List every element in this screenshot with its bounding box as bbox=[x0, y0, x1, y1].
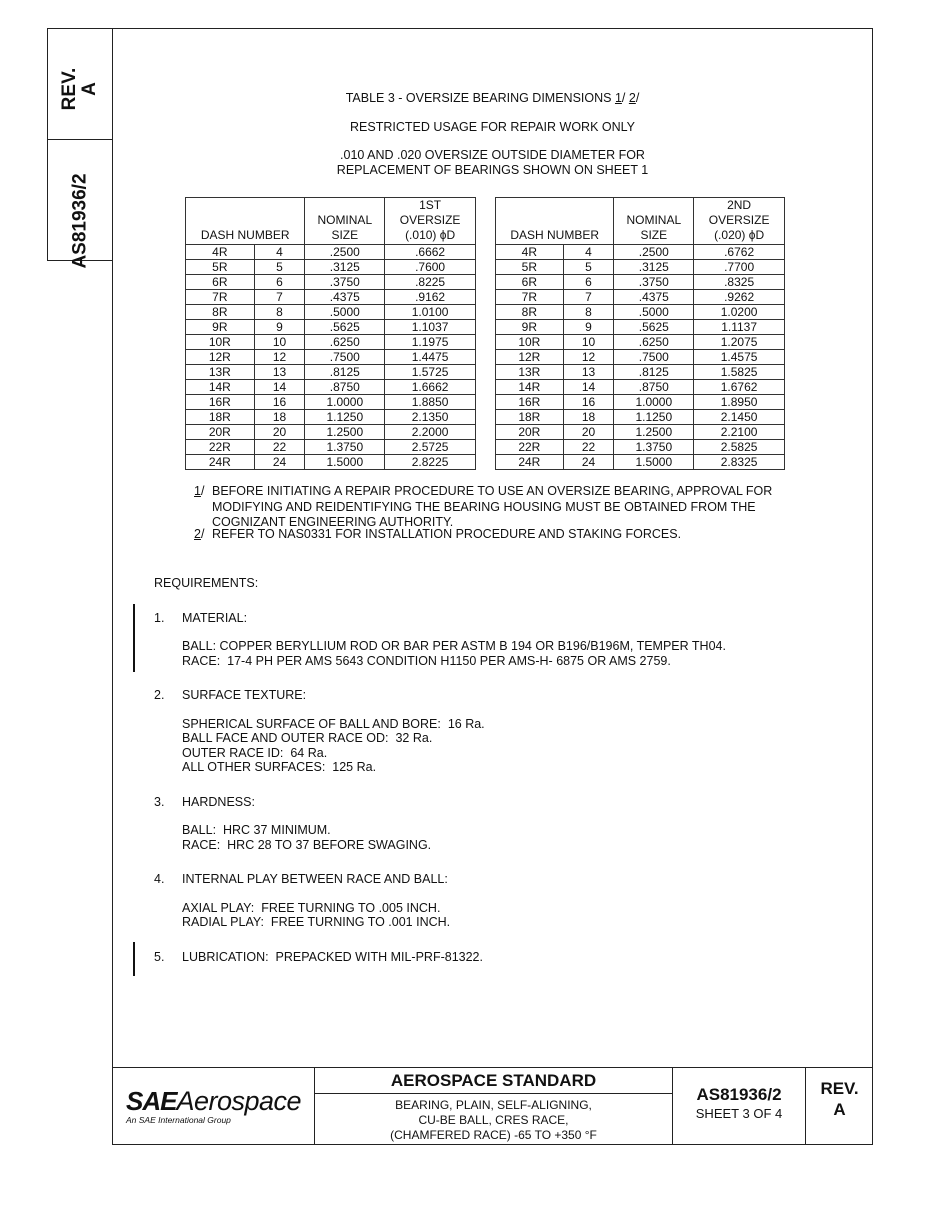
req-1-number: 1. bbox=[154, 611, 165, 625]
dash-suffix-cell: 13 bbox=[563, 365, 614, 380]
dash-suffix-cell: 12 bbox=[563, 350, 614, 365]
nominal-size-cell: .5000 bbox=[305, 305, 385, 320]
revision-bar bbox=[133, 942, 135, 976]
nominal-size-cell: 1.3750 bbox=[305, 440, 385, 455]
dash-suffix-cell: 16 bbox=[254, 395, 305, 410]
table-row bbox=[186, 350, 476, 365]
table-row bbox=[186, 320, 476, 335]
dash-number-cell: 16R bbox=[496, 395, 564, 410]
dash-suffix-cell: 22 bbox=[563, 440, 614, 455]
table-row bbox=[496, 290, 785, 305]
nominal-size-cell: .8125 bbox=[614, 365, 694, 380]
req-1-line: BALL: COPPER BERYLLIUM ROD OR BAR PER ASTM B 194 OR B196/B196M, TEMPER TH04. bbox=[182, 639, 726, 653]
dash-suffix-cell: 24 bbox=[563, 455, 614, 470]
req-4-number: 4. bbox=[154, 872, 165, 886]
dash-number-cell: 14R bbox=[186, 380, 255, 395]
oversize-diameter-cell: 2.8325 bbox=[694, 455, 785, 470]
nominal-size-cell: .5000 bbox=[614, 305, 694, 320]
dash-suffix-cell: 16 bbox=[563, 395, 614, 410]
table-header-row bbox=[186, 198, 476, 245]
revision-bar bbox=[133, 604, 135, 672]
note-2-number: 2 bbox=[194, 527, 201, 541]
dash-suffix-cell: 20 bbox=[254, 425, 305, 440]
dash-suffix-cell: 7 bbox=[254, 290, 305, 305]
req-2-number: 2. bbox=[154, 688, 165, 702]
sheet-number: SHEET 3 OF 4 bbox=[695, 1106, 783, 1121]
oversize-diameter-cell: .9262 bbox=[694, 290, 785, 305]
nominal-size-cell: .8750 bbox=[614, 380, 694, 395]
sidebar-rev-value: A bbox=[79, 82, 100, 96]
table-header-row bbox=[496, 198, 785, 245]
dash-suffix-cell: 20 bbox=[563, 425, 614, 440]
dash-suffix-cell: 18 bbox=[254, 410, 305, 425]
dash-number-cell: 22R bbox=[496, 440, 564, 455]
note-2-line: REFER TO NAS0331 FOR INSTALLATION PROCEDURE AND STAKING FORCES. bbox=[212, 527, 682, 541]
revision bbox=[806, 1078, 873, 1120]
requirements-heading: REQUIREMENTS: bbox=[154, 576, 259, 590]
oversize-diameter-cell: 2.1350 bbox=[385, 410, 476, 425]
table-row bbox=[186, 425, 476, 440]
table-row bbox=[496, 350, 785, 365]
dash-number-cell: 5R bbox=[186, 260, 255, 275]
dash-number-cell: 9R bbox=[496, 320, 564, 335]
oversize-diameter-cell: 1.0100 bbox=[385, 305, 476, 320]
sae-aerospace-logo bbox=[126, 1086, 301, 1125]
footnote-ref-1: 1 bbox=[614, 91, 622, 105]
nominal-size-cell: .7500 bbox=[305, 350, 385, 365]
dash-number-cell: 20R bbox=[186, 425, 255, 440]
table-row bbox=[496, 425, 785, 440]
description-line: CU-BE BALL, CRES RACE, bbox=[418, 1113, 569, 1127]
title-block bbox=[112, 1067, 873, 1145]
dash-suffix-cell: 7 bbox=[563, 290, 614, 305]
header-dash-number: DASH NUMBER bbox=[186, 198, 305, 245]
dash-number-cell: 8R bbox=[496, 305, 564, 320]
oversize-diameter-cell: .8225 bbox=[385, 275, 476, 290]
sidebar-divider bbox=[48, 139, 112, 140]
table-row bbox=[496, 365, 785, 380]
table-title-text: TABLE 3 - OVERSIZE BEARING DIMENSIONS bbox=[345, 91, 615, 105]
footnote-ref-2: 2 bbox=[628, 91, 636, 105]
oversize-diameter-cell: .6662 bbox=[385, 245, 476, 260]
req-1-title: MATERIAL: bbox=[182, 611, 248, 625]
oversize-diameter-cell: 1.1037 bbox=[385, 320, 476, 335]
dash-suffix-cell: 14 bbox=[254, 380, 305, 395]
table-row bbox=[186, 410, 476, 425]
table-row bbox=[186, 290, 476, 305]
oversize-line-1: .010 AND .020 OVERSIZE OUTSIDE DIAMETER FOR bbox=[340, 148, 645, 162]
dash-number-cell: 18R bbox=[186, 410, 255, 425]
first-oversize-table bbox=[185, 197, 476, 470]
dash-suffix-cell: 24 bbox=[254, 455, 305, 470]
nominal-size-cell: .6250 bbox=[614, 335, 694, 350]
oversize-diameter-cell: 1.4475 bbox=[385, 350, 476, 365]
oversize-diameter-cell: .7600 bbox=[385, 260, 476, 275]
document-number: AS81936/2 bbox=[696, 1085, 782, 1104]
req-2-line: SPHERICAL SURFACE OF BALL AND BORE: 16 Ra. bbox=[182, 717, 485, 731]
req-3-line: RACE: HRC 28 TO 37 BEFORE SWAGING. bbox=[182, 838, 432, 852]
oversize-diameter-cell: 1.6762 bbox=[694, 380, 785, 395]
oversize-diameter-cell: 1.0200 bbox=[694, 305, 785, 320]
revision-label: REV. bbox=[820, 1079, 859, 1098]
table-row bbox=[496, 245, 785, 260]
dash-number-cell: 7R bbox=[496, 290, 564, 305]
table-row bbox=[496, 410, 785, 425]
oversize-line-2: REPLACEMENT OF BEARINGS SHOWN ON SHEET 1 bbox=[336, 163, 649, 177]
note-2: 2/ REFER TO NAS0331 FOR INSTALLATION PROCEDURE AND STAKING FORCES. bbox=[194, 527, 814, 543]
dash-suffix-cell: 4 bbox=[254, 245, 305, 260]
second-oversize-table bbox=[495, 197, 785, 470]
restriction-line: RESTRICTED USAGE FOR REPAIR WORK ONLY bbox=[350, 120, 635, 134]
nominal-size-cell: .7500 bbox=[614, 350, 694, 365]
dash-number-cell: 13R bbox=[186, 365, 255, 380]
dash-number-cell: 10R bbox=[186, 335, 255, 350]
oversize-diameter-cell: .9162 bbox=[385, 290, 476, 305]
dash-suffix-cell: 8 bbox=[563, 305, 614, 320]
dash-number-cell: 7R bbox=[186, 290, 255, 305]
dash-number-cell: 5R bbox=[496, 260, 564, 275]
table-row bbox=[186, 245, 476, 260]
logo-subtitle: An SAE International Group bbox=[126, 1115, 231, 1125]
oversize-diameter-cell: 1.5825 bbox=[694, 365, 785, 380]
sidebar-block bbox=[47, 28, 113, 269]
req-3-number: 3. bbox=[154, 795, 165, 809]
req-5-title: LUBRICATION: PREPACKED WITH MIL-PRF-81322. bbox=[182, 950, 483, 964]
oversize-diameter-cell: 2.5825 bbox=[694, 440, 785, 455]
logo-sae-text: SAE bbox=[126, 1086, 177, 1116]
nominal-size-cell: 1.2500 bbox=[305, 425, 385, 440]
sidebar-revision bbox=[60, 59, 100, 119]
revision-cell bbox=[806, 1068, 873, 1145]
dash-number-cell: 4R bbox=[496, 245, 564, 260]
note-1: 1/ BEFORE INITIATING A REPAIR PROCEDURE TO USE AN OVERSIZE BEARING, APPROVAL FOR MODIFYING AND REIDENTIFYING THE BEARING HOUSING MUST BE OBTAINED FROM THE COGNIZANT ENGINEERING AUTHORITY. bbox=[194, 484, 814, 532]
oversize-diameter-cell: 2.1450 bbox=[694, 410, 785, 425]
nominal-size-cell: 1.2500 bbox=[614, 425, 694, 440]
oversize-diameter-cell: 2.2000 bbox=[385, 425, 476, 440]
header-second-oversize: 2ND OVERSIZE (.020) ϕD bbox=[694, 198, 785, 245]
oversize-diameter-cell: 1.5725 bbox=[385, 365, 476, 380]
table-row bbox=[496, 260, 785, 275]
oversize-diameter-cell: 1.1975 bbox=[385, 335, 476, 350]
table-row bbox=[186, 335, 476, 350]
table-row bbox=[496, 395, 785, 410]
sidebar-doc-number: AS81936/2 bbox=[69, 173, 91, 269]
note-1-line: COGNIZANT ENGINEERING AUTHORITY. bbox=[212, 515, 454, 529]
oversize-diameter-cell: 2.5725 bbox=[385, 440, 476, 455]
nominal-size-cell: 1.0000 bbox=[614, 395, 694, 410]
dash-suffix-cell: 4 bbox=[563, 245, 614, 260]
dash-number-cell: 4R bbox=[186, 245, 255, 260]
req-4-line: AXIAL PLAY: FREE TURNING TO .005 INCH. bbox=[182, 901, 441, 915]
revision-value: A bbox=[833, 1100, 846, 1119]
oversize-diameter-cell: 1.2075 bbox=[694, 335, 785, 350]
standard-description bbox=[315, 1098, 672, 1143]
nominal-size-cell: .5625 bbox=[614, 320, 694, 335]
nominal-size-cell: 1.5000 bbox=[305, 455, 385, 470]
header-first-oversize: 1ST OVERSIZE (.010) ϕD bbox=[385, 198, 476, 245]
oversize-diameter-cell: 1.8850 bbox=[385, 395, 476, 410]
oversize-diameter-cell: 1.4575 bbox=[694, 350, 785, 365]
nominal-size-cell: .8125 bbox=[305, 365, 385, 380]
table-title: TABLE 3 - OVERSIZE BEARING DIMENSIONS 1/ 2/ bbox=[345, 91, 640, 105]
oversize-diameter-cell: 2.8225 bbox=[385, 455, 476, 470]
logo-aerospace-text: Aerospace bbox=[176, 1086, 302, 1116]
dash-suffix-cell: 8 bbox=[254, 305, 305, 320]
table-row bbox=[186, 455, 476, 470]
dash-suffix-cell: 18 bbox=[563, 410, 614, 425]
dash-number-cell: 12R bbox=[496, 350, 564, 365]
document-number-cell bbox=[673, 1068, 806, 1145]
nominal-size-cell: 1.5000 bbox=[614, 455, 694, 470]
req-3-title: HARDNESS: bbox=[182, 795, 255, 809]
nominal-size-cell: 1.1250 bbox=[305, 410, 385, 425]
dash-suffix-cell: 5 bbox=[563, 260, 614, 275]
dash-suffix-cell: 22 bbox=[254, 440, 305, 455]
oversize-diameter-cell: .7700 bbox=[694, 260, 785, 275]
dash-suffix-cell: 6 bbox=[254, 275, 305, 290]
standard-cell bbox=[315, 1068, 673, 1145]
req-2-line: OUTER RACE ID: 64 Ra. bbox=[182, 746, 328, 760]
logo-cell bbox=[112, 1068, 315, 1145]
nominal-size-cell: .3125 bbox=[614, 260, 694, 275]
header-nominal-size: NOMINAL SIZE bbox=[614, 198, 694, 245]
dash-number-cell: 18R bbox=[496, 410, 564, 425]
oversize-diameter-cell: 2.2100 bbox=[694, 425, 785, 440]
header-dash-number: DASH NUMBER bbox=[496, 198, 614, 245]
oversize-diameter-cell: 1.6662 bbox=[385, 380, 476, 395]
nominal-size-cell: 1.1250 bbox=[614, 410, 694, 425]
table-row bbox=[496, 305, 785, 320]
dash-suffix-cell: 10 bbox=[254, 335, 305, 350]
table-row bbox=[186, 440, 476, 455]
nominal-size-cell: .6250 bbox=[305, 335, 385, 350]
oversize-diameter-cell: 1.1137 bbox=[694, 320, 785, 335]
nominal-size-cell: 1.3750 bbox=[614, 440, 694, 455]
dash-number-cell: 6R bbox=[496, 275, 564, 290]
note-1-line: BEFORE INITIATING A REPAIR PROCEDURE TO USE AN OVERSIZE BEARING, APPROVAL FOR bbox=[212, 484, 773, 498]
dash-suffix-cell: 6 bbox=[563, 275, 614, 290]
sidebar-rev-label: REV. bbox=[59, 67, 80, 111]
dash-suffix-cell: 10 bbox=[563, 335, 614, 350]
req-1-line: RACE: 17-4 PH PER AMS 5643 CONDITION H1150 PER AMS-H- 6875 OR AMS 2759. bbox=[182, 654, 671, 668]
req-5-number: 5. bbox=[154, 950, 165, 964]
table-row bbox=[186, 380, 476, 395]
table-row bbox=[496, 320, 785, 335]
req-3-line: BALL: HRC 37 MINIMUM. bbox=[182, 823, 331, 837]
oversize-diameter-cell: .6762 bbox=[694, 245, 785, 260]
req-2-line: BALL FACE AND OUTER RACE OD: 32 Ra. bbox=[182, 731, 433, 745]
dash-number-cell: 12R bbox=[186, 350, 255, 365]
nominal-size-cell: .4375 bbox=[614, 290, 694, 305]
dash-suffix-cell: 5 bbox=[254, 260, 305, 275]
dash-number-cell: 20R bbox=[496, 425, 564, 440]
dash-number-cell: 8R bbox=[186, 305, 255, 320]
dash-number-cell: 22R bbox=[186, 440, 255, 455]
dash-number-cell: 6R bbox=[186, 275, 255, 290]
nominal-size-cell: .2500 bbox=[614, 245, 694, 260]
table-row bbox=[496, 275, 785, 290]
table-row bbox=[186, 305, 476, 320]
dash-suffix-cell: 14 bbox=[563, 380, 614, 395]
nominal-size-cell: .2500 bbox=[305, 245, 385, 260]
note-1-line: MODIFYING AND REIDENTIFYING THE BEARING HOUSING MUST BE OBTAINED FROM THE bbox=[212, 499, 756, 514]
dash-number-cell: 10R bbox=[496, 335, 564, 350]
table-row bbox=[186, 395, 476, 410]
dash-number-cell: 24R bbox=[496, 455, 564, 470]
description-line: BEARING, PLAIN, SELF-ALIGNING, bbox=[395, 1098, 592, 1112]
table-row bbox=[186, 260, 476, 275]
table-row bbox=[496, 455, 785, 470]
nominal-size-cell: .3125 bbox=[305, 260, 385, 275]
req-4-title: INTERNAL PLAY BETWEEN RACE AND BALL: bbox=[182, 872, 448, 886]
nominal-size-cell: .3750 bbox=[305, 275, 385, 290]
nominal-size-cell: .5625 bbox=[305, 320, 385, 335]
oversize-diameter-cell: .8325 bbox=[694, 275, 785, 290]
dash-number-cell: 24R bbox=[186, 455, 255, 470]
dash-suffix-cell: 9 bbox=[254, 320, 305, 335]
dash-suffix-cell: 12 bbox=[254, 350, 305, 365]
nominal-size-cell: 1.0000 bbox=[305, 395, 385, 410]
table-row bbox=[186, 365, 476, 380]
description-line: (CHAMFERED RACE) -65 TO +350 °F bbox=[390, 1128, 597, 1142]
standard-title: AEROSPACE STANDARD bbox=[315, 1068, 672, 1094]
dash-number-cell: 9R bbox=[186, 320, 255, 335]
nominal-size-cell: .3750 bbox=[614, 275, 694, 290]
nominal-size-cell: .8750 bbox=[305, 380, 385, 395]
req-2-line: ALL OTHER SURFACES: 125 Ra. bbox=[182, 760, 377, 774]
dash-number-cell: 14R bbox=[496, 380, 564, 395]
note-1-number: 1 bbox=[194, 484, 201, 498]
table-row bbox=[186, 275, 476, 290]
dash-number-cell: 13R bbox=[496, 365, 564, 380]
dash-number-cell: 16R bbox=[186, 395, 255, 410]
header-nominal-size: NOMINAL SIZE bbox=[305, 198, 385, 245]
req-4-line: RADIAL PLAY: FREE TURNING TO .001 INCH. bbox=[182, 915, 451, 929]
dash-suffix-cell: 13 bbox=[254, 365, 305, 380]
table-row bbox=[496, 440, 785, 455]
oversize-diameter-cell: 1.8950 bbox=[694, 395, 785, 410]
nominal-size-cell: .4375 bbox=[305, 290, 385, 305]
table-row bbox=[496, 335, 785, 350]
dash-suffix-cell: 9 bbox=[563, 320, 614, 335]
req-2-title: SURFACE TEXTURE: bbox=[182, 688, 307, 702]
table-row bbox=[496, 380, 785, 395]
